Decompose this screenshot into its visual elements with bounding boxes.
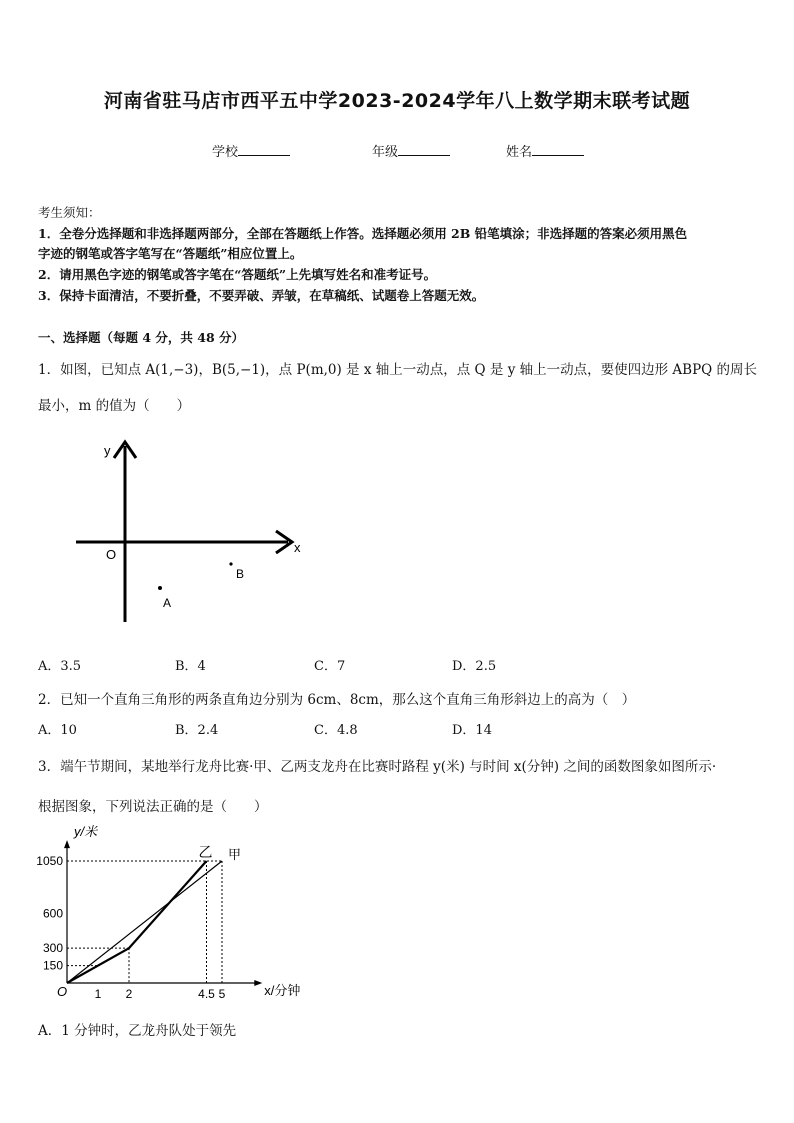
point-a-label: A [163, 596, 172, 610]
q2-stem: 2．已知一个直角三角形的两条直角边分别为 6cm、8cm，那么这个直角三角形斜边上的高为（ ） [38, 692, 636, 708]
x-tick-label: 1 [94, 987, 102, 1001]
q2-option-d[interactable]: D．14 [452, 723, 492, 738]
notice-item-2: 2．请用黑色字迹的钢笔或答字笔在“答题纸”上先填写姓名和准考证号。 [38, 267, 437, 282]
grade-field[interactable] [372, 141, 450, 160]
notice-item-1-line-1: 1．全卷分选择题和非选择题两部分，全部在答题纸上作答。选择题必须用 2B 铅笔填涂；非选择题的答案必须用黑色 [38, 226, 688, 241]
chart-origin-label: O [57, 984, 68, 999]
notice-item-1-line-2: 字迹的钢笔或答字笔写在“答题纸”相应位置上。 [38, 246, 303, 261]
x-tick-label: 5 [218, 987, 226, 1001]
q1-option-a[interactable]: A．3.5 [38, 659, 82, 674]
school-field[interactable] [212, 141, 290, 160]
school-label: 学校 [212, 145, 239, 160]
q1-option-b[interactable]: B．4 [175, 659, 206, 674]
q3-line-chart [30, 822, 301, 1007]
y-tick-label: 150 [42, 958, 63, 973]
q2-option-c[interactable]: C．4.8 [314, 723, 358, 738]
notice-heading: 考生须知： [38, 205, 101, 220]
x-tick-label: 2 [125, 987, 133, 1001]
notice-item-3: 3．保持卡面清洁，不要折叠，不要弄破、弄皱，在草稿纸、试题卷上答题无效。 [38, 288, 485, 303]
chart-y-axis-arrow [64, 840, 70, 848]
series-yi-line [67, 861, 207, 983]
q1-option-c[interactable]: C．7 [314, 659, 346, 674]
y-axis-label: y [104, 443, 111, 458]
chart-y-label: y/米 [74, 824, 98, 839]
grade-label: 年级 [372, 145, 399, 160]
name-label: 姓名 [506, 145, 533, 160]
q3-stem-line-2: 根据图象，下列说法正确的是（ ） [38, 799, 268, 815]
point-a [158, 586, 162, 590]
school-blank[interactable] [238, 143, 290, 156]
grade-blank[interactable] [398, 143, 450, 156]
origin-label: O [106, 547, 117, 562]
section-heading: 一、选择题（每题 4 分，共 48 分） [38, 330, 245, 345]
x-tick-label: 4.5 [198, 987, 215, 1001]
q3-stem-line-1: 3．端午节期间，某地举行龙舟比赛·甲、乙两支龙舟在比赛时路程 y(米) 与时间 x(分钟) 之间的函数图象如图所示· [38, 759, 717, 775]
q1-option-d[interactable]: D．2.5 [452, 659, 497, 674]
name-blank[interactable] [532, 143, 584, 156]
q3-option-a[interactable]: A．1 分钟时，乙龙舟队处于领先 [38, 1023, 237, 1039]
q2-option-a[interactable]: A．10 [38, 723, 77, 738]
series-jia-label: 甲 [228, 847, 242, 862]
q2-option-b[interactable]: B．2.4 [175, 723, 219, 738]
chart-x-label: x/分钟 [264, 983, 301, 998]
point-b-label: B [236, 567, 245, 581]
point-b [229, 562, 232, 565]
y-tick-label: 1050 [36, 854, 63, 868]
page-title: 河南省驻马店市西平五中学2023-2024学年八上数学期末联考试题 [103, 90, 691, 112]
q1-stem-line-1: 1．如图，已知点 A(1,−3)，B(5,−1)，点 P(m,0) 是 x 轴上一动点，点 Q 是 y 轴上一动点，要使四边形 ABPQ 的周长 [38, 362, 758, 378]
q1-coordinate-figure [68, 430, 318, 630]
series-jia-line [67, 861, 222, 983]
q1-stem-line-2: 最小，m 的值为（ ） [38, 398, 191, 414]
y-tick-label: 600 [42, 906, 63, 921]
name-field[interactable] [506, 141, 584, 160]
chart-x-axis-arrow [254, 980, 262, 986]
y-tick-label: 300 [42, 941, 63, 956]
series-yi-label: 乙 [198, 844, 213, 860]
x-axis-label: x [294, 540, 301, 555]
